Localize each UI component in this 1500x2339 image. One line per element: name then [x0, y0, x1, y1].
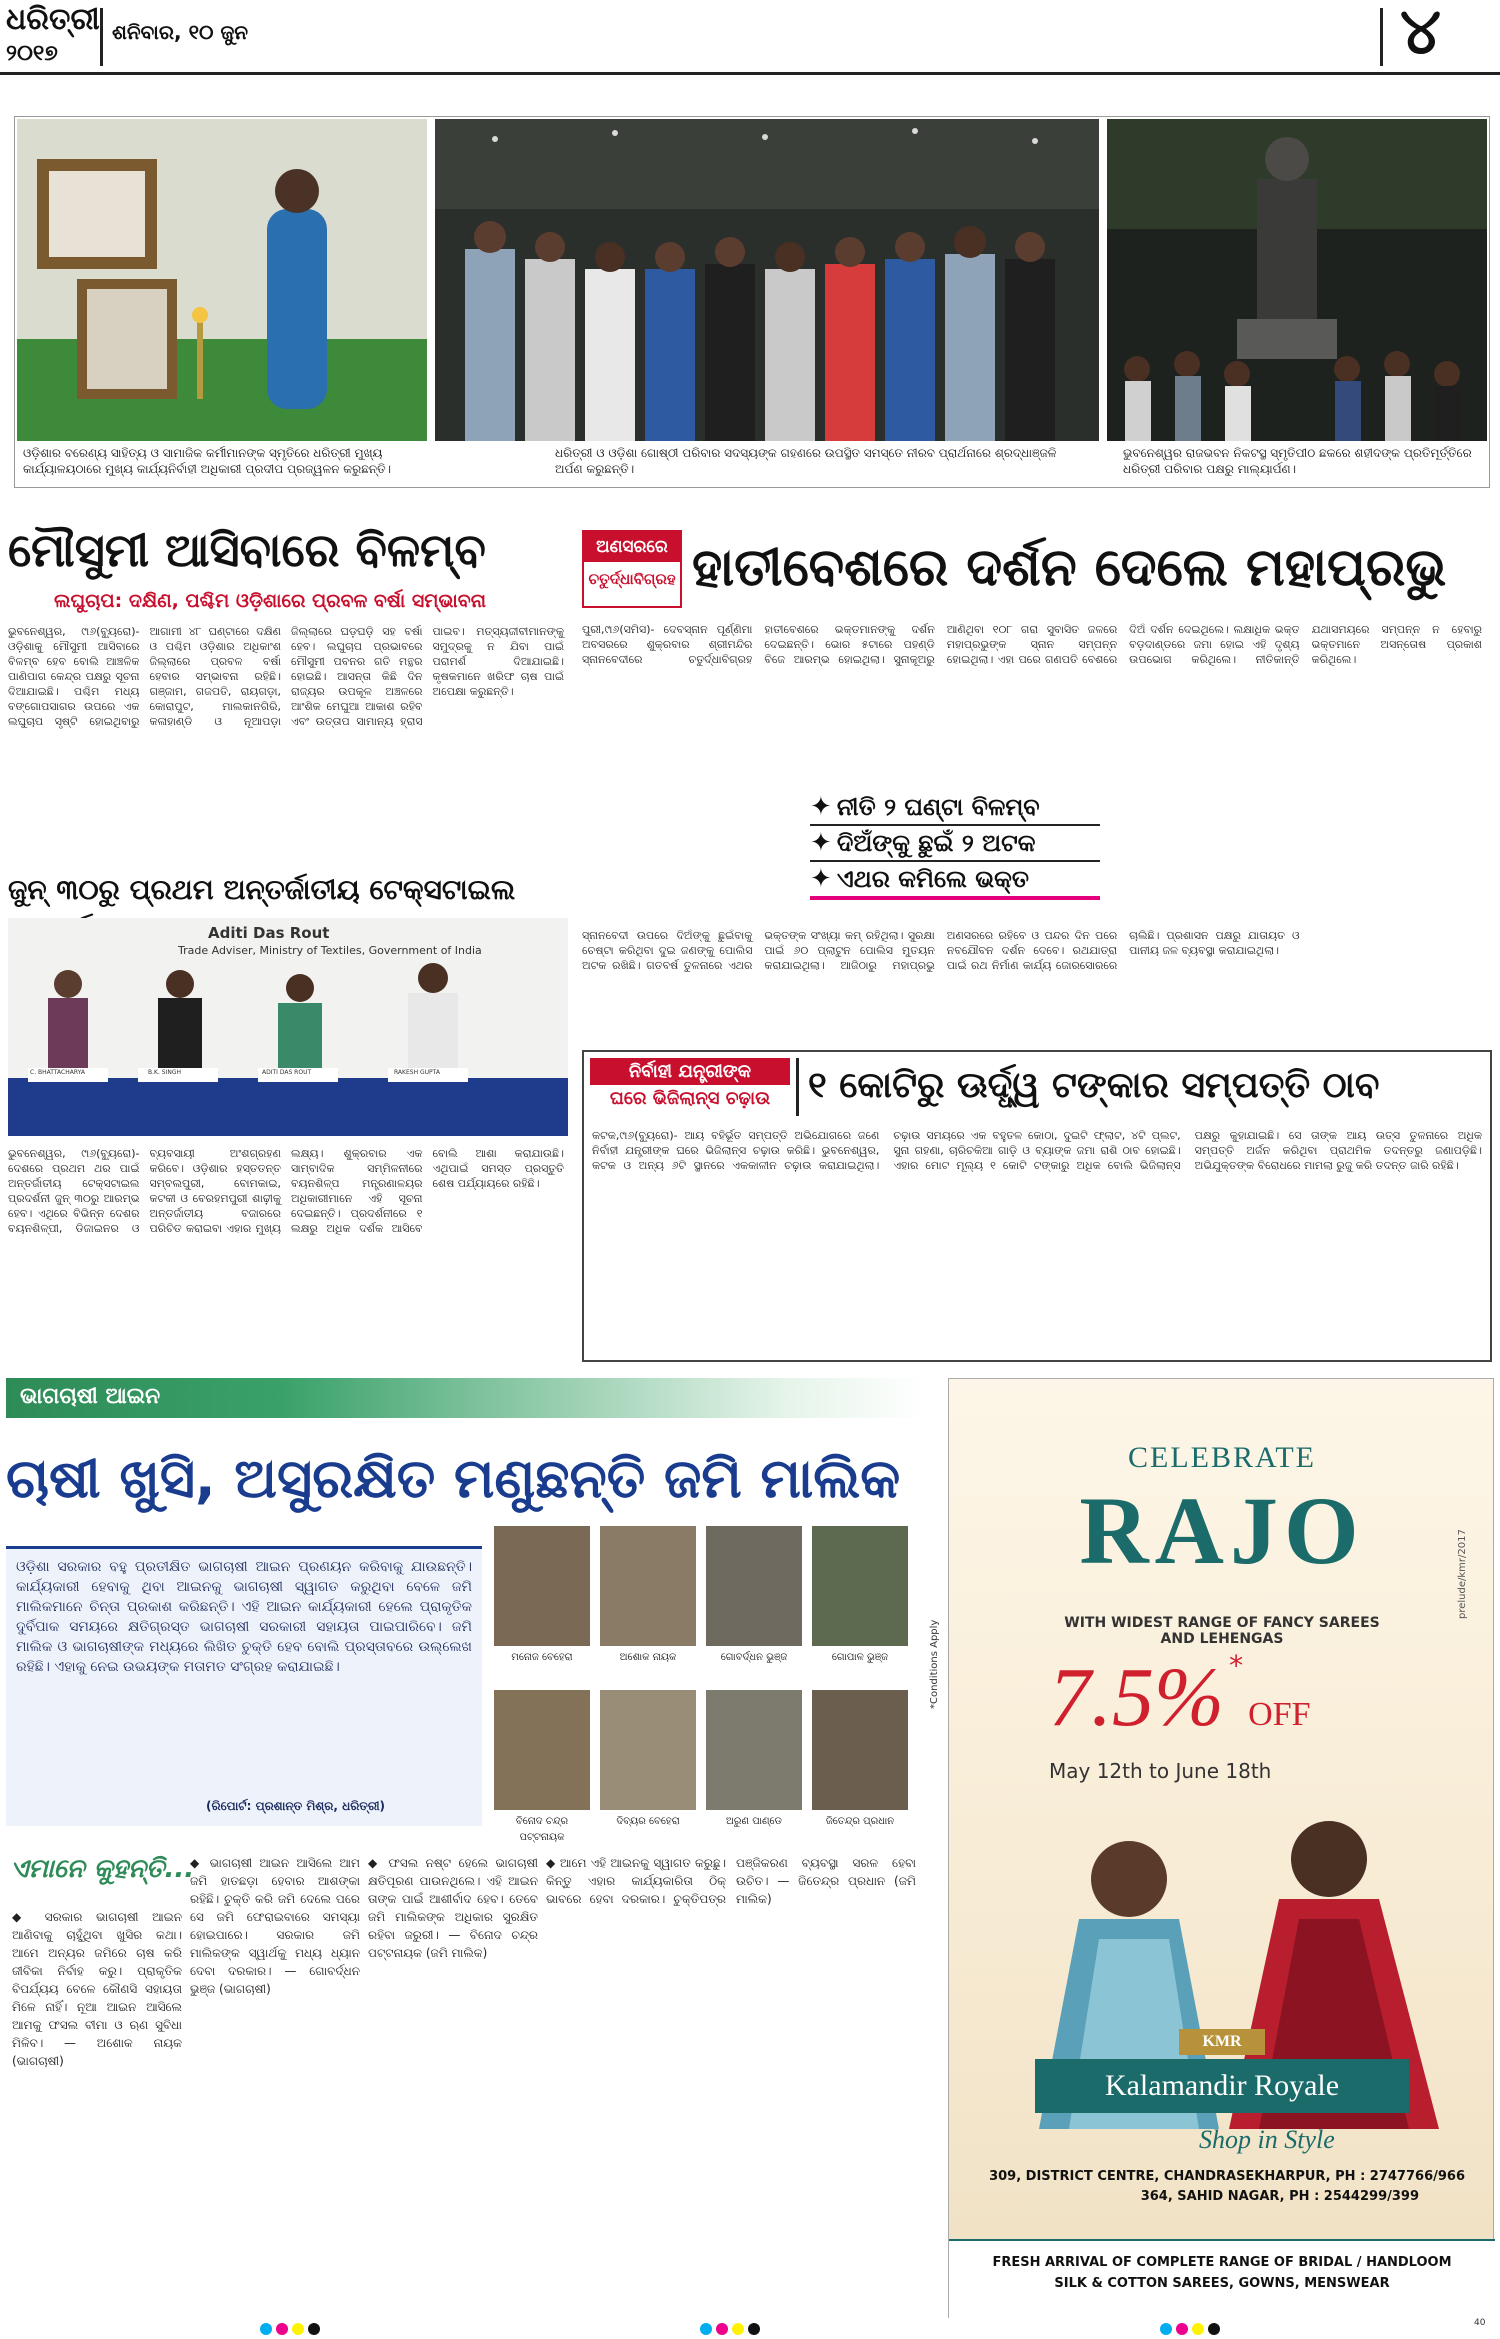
vigilance-story: [582, 1050, 1492, 1362]
farm-banner: [6, 1378, 926, 1418]
ad-fresh-line: FRESH ARRIVAL OF COMPLETE RANGE OF BRIDAL / HANDLOOM: [992, 2255, 1452, 2270]
staff-gathering-photo: [435, 119, 1099, 441]
vigilance-body: କଟକ,୯ା୬(ବ୍ୟୁରୋ)- ଆୟ ବହିର୍ଭୂତ ସମ୍ପତ୍ତି ଅଭିଯୋଗରେ ଜଣେ ନିର୍ବାହୀ ଯନ୍ତ୍ରୀଙ୍କ ଘରେ ଭିଜିଲାନ୍ସ ଚଢ଼ାଉ କରିଛି। ଭୁବନେଶ୍ୱର, କଟକ ଓ ଅନ୍ୟ ୬ଟି ସ୍ଥାନରେ ଏକକାଳୀନ ଚଢ଼ାଉ କରାଯାଇଥିଲା। ଚଢ଼ାଉ ସମୟରେ ଏକ ବହୁତଳ କୋଠା, ଦୁଇଟି ଫ୍ଲାଟ, ୪ଟି ପ୍ଲଟ, ସୁନା ଗହଣା, ଚାରିଚକିଆ ଗାଡ଼ି ଓ ବ୍ୟାଙ୍କ ଜମା ରାଶି ଠାବ ହୋଇଛି। ଏହାର ମୋଟ ମୂଲ୍ୟ ୧ କୋଟି ଟଙ୍କାରୁ ଅଧିକ ବୋଲି ଭିଜିଲାନ୍ସ ପକ୍ଷରୁ କୁହାଯାଇଛି। ସେ ତାଙ୍କ ଆୟ ଉତ୍ସ ତୁଳନାରେ ଅଧିକ ସମ୍ପତ୍ତି ଅର୍ଜନ କରିଥିବା ପ୍ରାଥମିକ ତଦନ୍ତରୁ ଜଣାପଡ଼ିଛି। ଅଭିଯୁକ୍ତଙ୍କ ବିରୋଧରେ ମାମଲା ରୁଜୁ କରି ତଦନ୍ତ ଜାରି ରହିଛି।: [592, 1129, 1482, 1172]
print-footer: [0, 2318, 1500, 2335]
lord-bullet-text: ଏଥର କମିଲେ ଭକ୍ତ: [836, 865, 1029, 893]
diamond-icon: ✦: [810, 792, 832, 822]
nameplate: C. BHATTACHARYA: [30, 1069, 85, 1076]
diamond-icon: ✦: [810, 828, 832, 858]
ad-brand: Kalamandir Royale: [1035, 2059, 1409, 2113]
photo-strip: [14, 116, 1490, 488]
lord-bullet: [810, 790, 1100, 826]
lord-tag-line2: ଚତୁର୍ଦ୍ଧାବିଗ୍ରହ: [588, 570, 676, 588]
banner-name: Aditi Das Rout: [208, 924, 330, 942]
portrait-name: ଗୋବର୍ଦ୍ଧନ ଭୁଞ୍ଜ: [720, 1652, 788, 1663]
lord-tag: [582, 530, 682, 608]
ad-address: 364, SAHID NAGAR, PH : 2544299/399: [1140, 2189, 1419, 2204]
portrait-name: ଅଶୋକ ନାୟକ: [619, 1652, 677, 1663]
nameplate: RAKESH GUPTA: [394, 1069, 440, 1076]
lord-bullets: [810, 790, 1100, 920]
portrait-photo: [494, 1526, 590, 1646]
ad-credit: prelude/kmr/2017: [1457, 1529, 1468, 1619]
vigilance-divider: [796, 1058, 799, 1116]
lamp-lighting-photo: [17, 119, 427, 441]
issue-date: ଶନିବାର, ୧୦ ଜୁନ: [112, 20, 249, 44]
farm-headline: ଚାଷୀ ଖୁସି, ଅସୁରକ୍ଷିତ ମଣୁଛନ୍ତି ଜମି ମାଲିକ: [6, 1447, 901, 1510]
portrait-name: ଅରୁଣ ପାଣ୍ଡେ: [726, 1816, 782, 1827]
vigilance-tag-line2: ଘରେ ଭିଜିଲାନ୍ସ ଚଢ଼ାଉ: [609, 1088, 771, 1109]
portrait-name: ଜିତେନ୍ଦ୍ର ପ୍ରଧାନ: [825, 1816, 895, 1827]
color-registration: [260, 2320, 324, 2339]
textile-press-photo: [8, 918, 568, 1136]
portrait-name: ବିନୋଦ ଚନ୍ଦ୍ର ପଟ୍ଟନାୟକ: [515, 1816, 569, 1843]
portrait-name: ଗୋପାଳ ଭୁଞ୍ଜ: [831, 1652, 889, 1663]
lord-bullet-text: ଦିଅଁଙ୍କୁ ଛୁଇଁ ୨ ଅଟକ: [836, 829, 1036, 857]
quotes-label: ଏମାନେ କୁହନ୍ତି...: [10, 1854, 195, 1884]
portrait-name: ଦିବ୍ୟର ବେହେରା: [616, 1816, 680, 1827]
ad-fresh-line: SILK & COTTON SAREES, GOWNS, MENSWEAR: [1054, 2276, 1390, 2291]
lord-story: [582, 514, 1492, 1044]
page-number: ୪: [1400, 0, 1442, 69]
quote-column: ◆ ସରକାର ଭାଗଚାଷୀ ଆଇନ ଆଣିବାକୁ ଚାହୁଁଥିବା ଖୁସିର କଥା। ଆମେ ଅନ୍ୟର ଜମିରେ ଚାଷ କରି ଜୀବିକା ନିର୍ବାହ କରୁ। ପ୍ରାକୃତିକ ବିପର୍ଯ୍ୟୟ ବେଳେ କୌଣସି ସହାୟତା ମିଳେ ନାହିଁ। ନୂଆ ଆଇନ ଆସିଲେ ଆମକୁ ଫସଲ ବୀମା ଓ ଋଣ ସୁବିଧା ମିଳିବ। — ଅଶୋକ ନାୟକ (ଭାଗଚାଷୀ): [12, 1910, 182, 2068]
kmr-advertisement: [929, 1378, 1494, 2318]
monsoon-story: [8, 520, 568, 860]
nameplate: B.K. SINGH: [148, 1069, 181, 1076]
ad-offer: [1049, 1649, 1429, 1759]
farm-byline: (ରିପୋର୍ଟ: ପ୍ରଶାନ୍ତ ମିଶ୍ର, ଧରିତ୍ରୀ): [206, 1799, 386, 1813]
quote-column: ◆ ଭାଗଚାଷୀ ଆଇନ ଆସିଲେ ଆମ ଜମି ହାତଛଡ଼ା ହେବାର ଆଶଙ୍କା ରହିଛି। ଚୁକ୍ତି କରି ଜମି ଦେଲେ ପରେ ସେ ଜମି ଫେରାଇବାରେ ସମସ୍ୟା ହୋଇପାରେ। ସରକାର ଜମି ମାଲିକଙ୍କ ସ୍ୱାର୍ଥକୁ ମଧ୍ୟ ଧ୍ୟାନ ଦେବା ଦରକାର। — ଗୋବର୍ଦ୍ଧନ ଭୁଞ୍ଜ (ଭାଗଚାଷୀ): [190, 1856, 360, 1996]
photo-caption: ଓଡ଼ିଶାର ବରେଣ୍ୟ ସାହିତ୍ୟ ଓ ସାମାଜିକ କର୍ମୀମାନଙ୍କ ସ୍ମୃତିରେ ଧରିତ୍ରୀ ମୁଖ୍ୟ କାର୍ଯ୍ୟାଳୟଠାରେ ମୁଖ୍ୟ କାର୍ଯ୍ୟନିର୍ବାହୀ ଅଧିକାରୀ ପ୍ରଦୀପ ପ୍ରଜ୍ୱଳନ କରୁଛନ୍ତି।: [23, 446, 392, 476]
farm-banner-text: ଭାଗଚାଷୀ ଆଇନ: [20, 1384, 161, 1409]
farm-story: [6, 1378, 926, 2318]
portrait-photo: [812, 1526, 908, 1646]
paper-year: ୨୦୧୭: [6, 40, 58, 66]
portrait-name: ମନୋଜ ବେହେରା: [511, 1652, 573, 1663]
ad-kmr-logo: KMR: [1179, 2029, 1265, 2055]
textile-headline: ଜୁନ୍ ୩୦ରୁ ପ୍ରଥମ ଅନ୍ତର୍ଜାତୀୟ ଟେକ୍ସଟାଇଲ: [8, 873, 516, 906]
ad-offer-off: OFF: [1248, 1696, 1311, 1733]
ad-offer-value: 7.5%: [1049, 1651, 1224, 1744]
statue-garlanding-photo: [1107, 119, 1487, 441]
masthead-divider-right: [1380, 8, 1383, 66]
portrait-photo: [494, 1690, 590, 1810]
textile-story: [8, 870, 568, 1350]
lord-bullet-text: ନୀତି ୨ ଘଣ୍ଟା ବିଳମ୍ବ: [836, 793, 1040, 821]
ad-rajo: RAJO: [1079, 1477, 1365, 1584]
monsoon-body: ଭୁବନେଶ୍ୱର, ୯ା୬(ବ୍ୟୁରୋ)- ଓଡ଼ିଶାକୁ ମୌସୁମୀ ଆସିବାରେ ବିଳମ୍ବ ହେବ ବୋଲି ଆଞ୍ଚଳିକ ପାଣିପାଗ କେନ୍ଦ୍ର ପକ୍ଷରୁ ସୂଚନା ଦିଆଯାଇଛି। ପଶ୍ଚିମ ମଧ୍ୟ ବଙ୍ଗୋପସାଗର ଉପରେ ଏକ ଲଘୁଚାପ ସୃଷ୍ଟି ହୋଇଥିବାରୁ ଆଗାମୀ ୪୮ ଘଣ୍ଟାରେ ଦକ୍ଷିଣ ଓ ପଶ୍ଚିମ ଓଡ଼ିଶାର ଅଧିକାଂଶ ଜିଲ୍ଲାରେ ପ୍ରବଳ ବର୍ଷା ହେବାର ସମ୍ଭାବନା ରହିଛି। ଗଞ୍ଜାମ, ଗଜପତି, ରାୟଗଡ଼ା, କୋରାପୁଟ, ମାଲକାନଗିରି, କଳାହାଣ୍ଡି ଓ ନୂଆପଡ଼ା ଜିଲ୍ଲାରେ ଘଡ଼ଘଡ଼ି ସହ ବର୍ଷା ହେବ। ଲଘୁଚାପ ପ୍ରଭାବରେ ମୌସୁମୀ ପବନର ଗତି ମନ୍ଥର ହୋଇଛି। ଆସନ୍ତା କିଛି ଦିନ ରାଜ୍ୟର ଉପକୂଳ ଅଞ୍ଚଳରେ ଆଂଶିକ ମେଘୁଆ ଆକାଶ ରହିବ ଏବଂ ଉତ୍ତାପ ସାମାନ୍ୟ ହ୍ରାସ ପାଇବ। ମତ୍ସ୍ୟଜୀବୀମାନଙ୍କୁ ସମୁଦ୍ରକୁ ନ ଯିବା ପାଇଁ ପରାମର୍ଶ ଦିଆଯାଇଛି। କୃଷକମାନେ ଖରିଫ ଚାଷ ପାଇଁ ଅପେକ୍ଷା କରୁଛନ୍ତି।: [8, 625, 564, 728]
ad-footer-band: [949, 2239, 1495, 2319]
masthead-divider: [100, 8, 103, 66]
monsoon-headline: ମୌସୁମୀ ଆସିବାରେ ବିଳମ୍ବ: [8, 523, 486, 577]
ad-dates: May 12th to June 18th: [1049, 1759, 1272, 1783]
portrait-photo: [812, 1690, 908, 1810]
textile-body: ଭୁବନେଶ୍ୱର, ୯ା୬(ବ୍ୟୁରୋ)- ଦେଶରେ ପ୍ରଥମ ଥର ପାଇଁ ଅନ୍ତର୍ଜାତୀୟ ଟେକ୍ସଟାଇଲ ପ୍ରଦର୍ଶନୀ ଜୁନ୍ ୩୦ରୁ ଆରମ୍ଭ ହେବ। ଏଥିରେ ବିଭିନ୍ନ ଦେଶର ବୟନଶିଳ୍ପୀ, ଡିଜାଇନର ଓ ବ୍ୟବସାୟୀ ଅଂଶଗ୍ରହଣ କରିବେ। ଓଡ଼ିଶାର ହସ୍ତତନ୍ତ ସମ୍ବଲପୁରୀ, ବୋମକାଇ, କଟକୀ ଓ ବେରହମପୁରୀ ଶାଢ଼ୀକୁ ଅନ୍ତର୍ଜାତୀୟ ବଜାରରେ ପରିଚିତ କରାଇବା ଏହାର ମୁଖ୍ୟ ଲକ୍ଷ୍ୟ। ଶୁକ୍ରବାର ଏକ ସାମ୍ବାଦିକ ସମ୍ମିଳନୀରେ ବୟନଶିଳ୍ପ ମନ୍ତ୍ରଣାଳୟର ଅଧିକାରୀମାନେ ଏହି ସୂଚନା ଦେଇଛନ୍ତି। ପ୍ରଦର୍ଶନୀରେ ୧ ଲକ୍ଷରୁ ଅଧିକ ଦର୍ଶକ ଆସିବେ ବୋଲି ଆଶା କରାଯାଉଛି। ଏଥିପାଇଁ ସମସ୍ତ ପ୍ରସ୍ତୁତି ଶେଷ ପର୍ଯ୍ୟାୟରେ ରହିଛି।: [8, 1147, 564, 1235]
ad-celebrate: CELEBRATE: [1128, 1441, 1316, 1474]
portrait-photo: [706, 1690, 802, 1810]
paper-name: ଧରିତ୍ରୀ: [6, 2, 100, 37]
ad-conditions: *Conditions Apply: [929, 1619, 940, 1709]
diamond-icon: ✦: [810, 864, 832, 894]
color-registration: [1160, 2320, 1224, 2339]
nameplate: ADITI DAS ROUT: [262, 1069, 312, 1076]
masthead: [0, 0, 1500, 72]
quote-column: ◆ ଫସଲ ନଷ୍ଟ ହେଲେ ଭାଗଚାଷୀ କ୍ଷତିପୂରଣ ପାଉନଥିଲେ। ଏହି ଆଇନ ତାଙ୍କ ପାଇଁ ଆଶୀର୍ବାଦ ହେବ। ତେବେ ଜମି ମାଲିକଙ୍କ ଅଧିକାର ସୁରକ୍ଷିତ ରହିବା ଜରୁରୀ। — ବିନୋଦ ଚନ୍ଦ୍ର ପଟ୍ଟନାୟକ (ଜମି ମାଲିକ): [368, 1856, 538, 1960]
ad-address: 309, DISTRICT CENTRE, CHANDRASEKHARPUR, PH : 2747766/966: [989, 2169, 1465, 2184]
lord-tag-line1: ଅଣସରରେ: [584, 532, 680, 562]
lord-bullet: [810, 862, 1100, 900]
ad-shop: Shop in Style: [1199, 2125, 1335, 2154]
lord-headline: ହାତୀବେଶରେ ଦର୍ଶନ ଦେଲେ ମହାପ୍ରଭୁ: [692, 538, 1447, 598]
vigilance-tag-line1: ନିର୍ବାହୀ ଯନ୍ତ୍ରୀଙ୍କ: [590, 1058, 790, 1085]
photo-caption: ଧରିତ୍ରୀ ଓ ଓଡ଼ିଶା ଗୋଷ୍ଠୀ ପରିବାର ସଦସ୍ୟଙ୍କ ଗହଣରେ ଉପସ୍ଥିତ ସମସ୍ତେ ନୀରବ ପ୍ରାର୍ଥନାରେ ଶ୍ରଦ୍ଧାଞ୍ଜଳି ଅର୍ପଣ କରୁଛନ୍ତି।: [555, 446, 1057, 476]
portrait-photo: [706, 1526, 802, 1646]
color-registration: [700, 2320, 764, 2339]
ad-offer-star: *: [1229, 1649, 1244, 1682]
monsoon-subhead: ଲଘୁଚାପ: ଦକ୍ଷିଣ, ପଶ୍ଚିମ ଓଡ଼ିଶାରେ ପ୍ରବଳ ବର୍ଷା ସମ୍ଭାବନା: [54, 590, 486, 612]
farm-intro-box: [6, 1546, 482, 1826]
page-code: 40: [1474, 2318, 1486, 2328]
lord-bullet: [810, 826, 1100, 862]
banner-title: Trade Adviser, Ministry of Textiles, Government of India: [178, 944, 482, 957]
farm-intro: ଓଡ଼ିଶା ସରକାର ବହୁ ପ୍ରତୀକ୍ଷିତ ଭାଗଚାଷୀ ଆଇନ ପ୍ରଣୟନ କରିବାକୁ ଯାଉଛନ୍ତି। କାର୍ଯ୍ୟକାରୀ ହେବାକୁ ଥିବା ଆଇନକୁ ଭାଗଚାଷୀ ସ୍ୱାଗତ କରୁଥିବା ବେଳେ ଜମି ମାଲିକମାନେ ଚିନ୍ତା ପ୍ରକାଶ କରିଛନ୍ତି। ଏହି ଆଇନ କାର୍ଯ୍ୟକାରୀ ହେଲେ ପ୍ରାକୃତିକ ଦୁର୍ବିପାକ ସମୟରେ କ୍ଷତିଗ୍ରସ୍ତ ଭାଗଚାଷୀ ସରକାରୀ ସହାୟତା ପାଇପାରିବେ। ଜମି ମାଲିକ ଓ ଭାଗଚାଷୀଙ୍କ ମଧ୍ୟରେ ଲିଖିତ ଚୁକ୍ତି ହେବ ବୋଲି ପ୍ରସ୍ତାବରେ ଉଲ୍ଲେଖ ରହିଛି। ଏହାକୁ ନେଇ ଉଭୟଙ୍କ ମତାମତ ସଂଗ୍ରହ କରାଯାଇଛି।: [16, 1559, 472, 1675]
lord-body: ସ୍ନାନବେଦୀ ଉପରେ ଦିଅଁଙ୍କୁ ଛୁଇଁବାକୁ ଚେଷ୍ଟା କରିଥିବା ଦୁଇ ଜଣଙ୍କୁ ପୋଲିସ ଅଟକ ରଖିଛି। ଗତବର୍ଷ ତୁଳନାରେ ଏଥର ଭକ୍ତଙ୍କ ସଂଖ୍ୟା କମ୍ ରହିଥିଲା। ସୁରକ୍ଷା ପାଇଁ ୬୦ ପ୍ଲାଟୁନ ପୋଲିସ ମୁତୟନ କରାଯାଇଥିଲା। ଆଜିଠାରୁ ମହାପ୍ରଭୁ ଅଣସରରେ ରହିବେ ଓ ପନ୍ଦର ଦିନ ପରେ ନବଯୌବନ ଦର୍ଶନ ଦେବେ। ରଥଯାତ୍ରା ପାଇଁ ରଥ ନିର୍ମାଣ କାର୍ଯ୍ୟ ଜୋରସୋରରେ ଚାଲିଛି। ପ୍ରଶାସନ ପକ୍ଷରୁ ଯାତାୟତ ଓ ପାନୀୟ ଜଳ ବ୍ୟବସ୍ଥା କରାଯାଇଥିଲା।: [582, 929, 1300, 972]
vigilance-tag: [590, 1058, 790, 1118]
portrait-photo: [600, 1690, 696, 1810]
portrait-photo: [600, 1526, 696, 1646]
photo-caption: ଭୁବନେଶ୍ୱର ରାଜଭବନ ନିକଟସ୍ଥ ସ୍ମୃତିପୀଠ ଛକରେ ଶହୀଦଙ୍କ ପ୍ରତିମୂର୍ତ୍ତିରେ ଧରିତ୍ରୀ ପରିବାର ପକ୍ଷରୁ ମାଲ୍ୟାର୍ପଣ।: [1123, 446, 1472, 476]
masthead-rule: [0, 72, 1500, 75]
lord-body: ପୁରୀ,୯ା୬(ସମିସ)- ଦେବସ୍ନାନ ପୂର୍ଣ୍ଣିମା ଅବସରରେ ଶୁକ୍ରବାର ଶ୍ରୀମନ୍ଦିର ସ୍ନାନବେଦୀରେ ଚତୁର୍ଦ୍ଧାବିଗ୍ରହ ହାତୀବେଶରେ ଭକ୍ତମାନଙ୍କୁ ଦର୍ଶନ ଦେଇଛନ୍ତି। ଭୋର ୫ଟାରେ ପହଣ୍ଡି ବିଜେ ଆରମ୍ଭ ହୋଇଥିଲା। ସୁନାକୂଅରୁ ଆଣିଥିବା ୧୦୮ ଗରା ସୁବାସିତ ଜଳରେ ମହାପ୍ରଭୁଙ୍କ ସ୍ନାନ ସମ୍ପନ୍ନ ହୋଇଥିଲା। ଏହା ପରେ ଗଣପତି ବେଶରେ ଦିଅଁ ଦର୍ଶନ ଦେଇଥିଲେ। ଲକ୍ଷାଧିକ ଭକ୍ତ ବଡ଼ଦାଣ୍ଡରେ ଜମା ହୋଇ ଏହି ଦୃଶ୍ୟ ଉପଭୋଗ କରିଥିଲେ। ନୀତିକାନ୍ତି ଯଥାସମୟରେ ସମ୍ପନ୍ନ ନ ହେବାରୁ ଭକ୍ତମାନେ ଅସନ୍ତୋଷ ପ୍ରକାଶ କରିଥିଲେ।: [582, 623, 1482, 666]
vigilance-headline: ୧ କୋଟିରୁ ଊର୍ଦ୍ଧ୍ୱ ଟଙ୍କାର ସମ୍ପତ୍ତି ଠାବ: [808, 1065, 1380, 1106]
quote-column: ◆ ଆମେ ଏହି ଆଇନକୁ ସ୍ୱାଗତ କରୁଛୁ। କିନ୍ତୁ ଏହାର କାର୍ଯ୍ୟକାରିତା ଠିକ୍ ଭାବରେ ହେବା ଦରକାର। ଚୁକ୍ତିପତ୍ର ପଞ୍ଜିକରଣ ବ୍ୟବସ୍ଥା ସରଳ ହେବା ଉଚିତ। — ଜିତେନ୍ଦ୍ର ପ୍ରଧାନ (ଜମି ମାଲିକ): [546, 1856, 916, 1906]
ad-tagline: WITH WIDEST RANGE OF FANCY SAREES AND LEHENGAS: [1064, 1615, 1380, 1647]
